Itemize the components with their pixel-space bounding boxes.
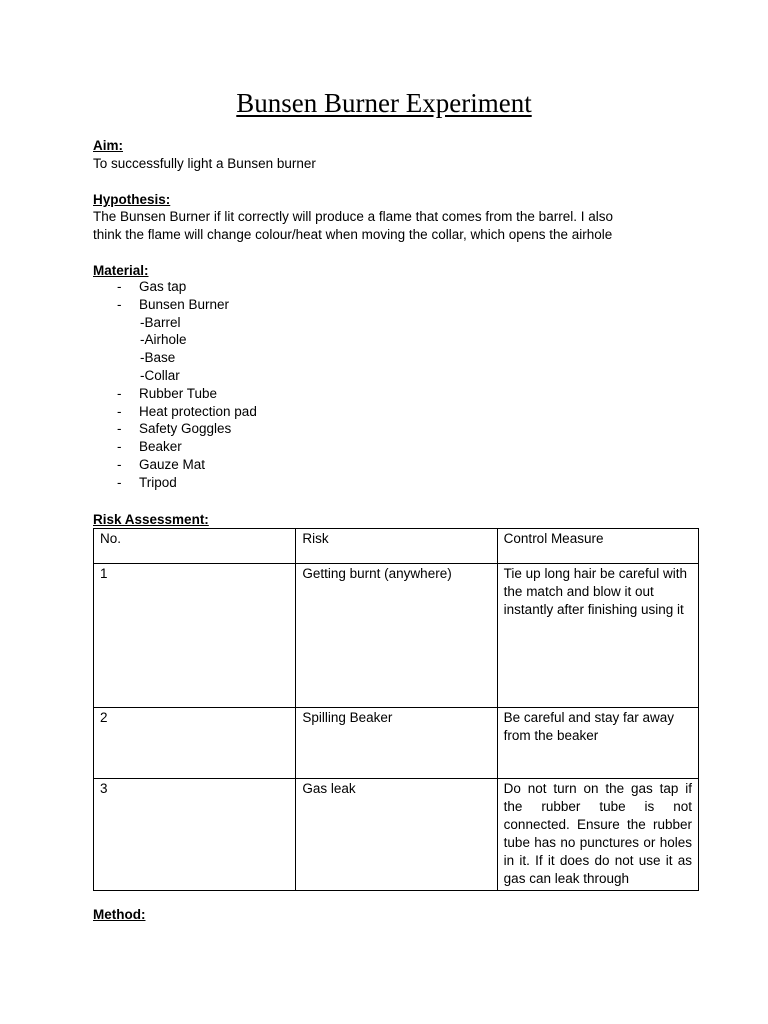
cell-control: Be careful and stay far away from the beaker bbox=[497, 708, 698, 779]
list-dash: - bbox=[117, 385, 122, 401]
table-row bbox=[94, 779, 699, 891]
hypothesis-line-2: think the flame will change colour/heat when moving the collar, which opens the airhole bbox=[93, 227, 613, 242]
table-row bbox=[94, 564, 699, 708]
cell-no: 2 bbox=[94, 708, 296, 779]
cell-no: 3 bbox=[94, 779, 296, 891]
aim-heading: Aim: bbox=[93, 138, 123, 153]
risk-assessment-heading: Risk Assessment: bbox=[93, 512, 209, 527]
hypothesis-line-1: The Bunsen Burner if lit correctly will produce a flame that comes from the barrel. I also bbox=[93, 209, 613, 224]
material-item-text: Heat protection pad bbox=[139, 403, 257, 419]
material-subitem-text: -Airhole bbox=[140, 332, 187, 348]
material-item-text: Gas tap bbox=[139, 279, 187, 294]
table-header-row bbox=[94, 529, 699, 564]
material-item-text: Safety Goggles bbox=[139, 421, 232, 437]
list-dash: - bbox=[117, 474, 122, 490]
cell-risk: Getting burnt (anywhere) bbox=[296, 564, 497, 708]
table-row bbox=[94, 708, 699, 779]
material-item-text: Beaker bbox=[139, 439, 182, 455]
list-dash: - bbox=[117, 421, 122, 437]
material-item-text: Rubber Tube bbox=[139, 385, 218, 401]
document-title: Bunsen Burner Experiment bbox=[236, 88, 532, 118]
hypothesis-heading: Hypothesis: bbox=[93, 192, 171, 207]
list-dash: - bbox=[117, 296, 122, 312]
aim-text: To successfully light a Bunsen burner bbox=[93, 156, 316, 171]
cell-risk: Spilling Beaker bbox=[296, 708, 497, 779]
material-subitem-text: -Base bbox=[140, 350, 176, 366]
material-heading: Material: bbox=[93, 263, 149, 278]
material-item-text: Gauze Mat bbox=[139, 456, 206, 472]
list-dash: - bbox=[117, 279, 122, 294]
list-dash: - bbox=[117, 403, 122, 419]
material-subitem-text: -Collar bbox=[140, 367, 180, 383]
cell-control: Tie up long hair be careful with the match and blow it out instantly after finishing using it bbox=[497, 564, 698, 708]
material-item-text: Tripod bbox=[139, 474, 177, 490]
header-risk: Risk bbox=[296, 529, 497, 564]
risk-assessment-table bbox=[93, 528, 699, 891]
header-no: No. bbox=[94, 529, 296, 564]
material-item-text: Bunsen Burner bbox=[139, 296, 230, 312]
header-control-measure: Control Measure bbox=[497, 529, 698, 564]
list-dash: - bbox=[117, 456, 122, 472]
cell-no: 1 bbox=[94, 564, 296, 708]
cell-control: Do not turn on the gas tap if the rubber tube is not connected. Ensure the rubber tube has no punctures or holes in it. If it does do not use it as gas can leak through bbox=[497, 779, 698, 891]
method-heading: Method: bbox=[93, 907, 146, 922]
material-subitem-text: -Barrel bbox=[140, 314, 181, 330]
list-dash: - bbox=[117, 439, 122, 455]
cell-risk: Gas leak bbox=[296, 779, 497, 891]
